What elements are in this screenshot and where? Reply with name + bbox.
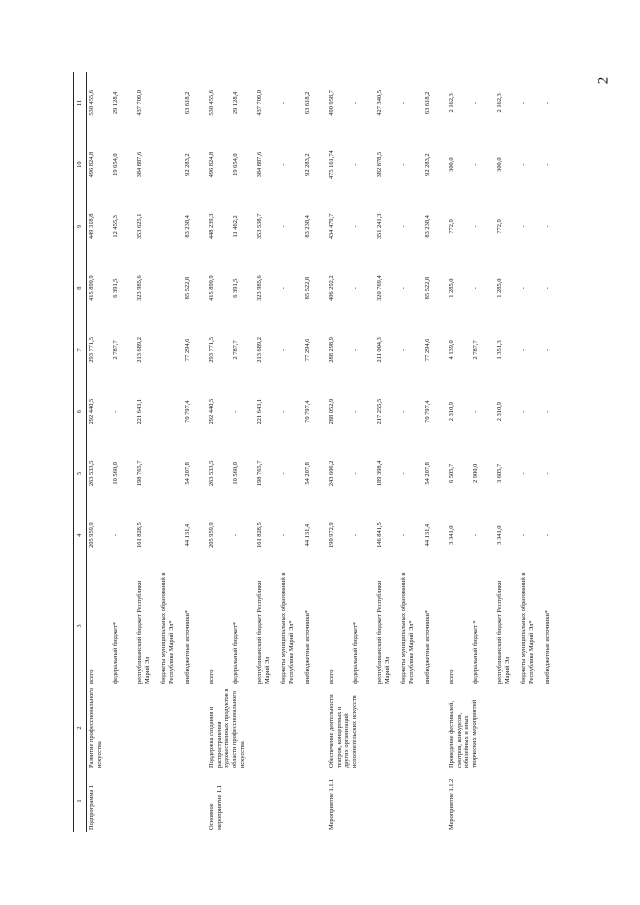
amount-cell: 496 824,8 (88, 151, 95, 178)
amount-cell: 320 769,4 (376, 275, 383, 301)
amount-cell: - (400, 534, 407, 537)
amount-cell: - (280, 101, 287, 104)
amount-cell: - (232, 534, 239, 537)
amount-cell: 772,9 (496, 219, 503, 234)
amount-cell: 292 440,5 (208, 398, 215, 425)
amount-cell: - (544, 287, 551, 290)
table-body (87, 72, 568, 832)
amount-cell: 189 398,4 (376, 460, 383, 487)
amount-cell (159, 196, 183, 258)
amount-cell: - (280, 410, 287, 413)
amount-cell: 406 292,2 (328, 275, 335, 301)
amount-cell: 77 294,6 (424, 338, 431, 362)
amount-cell: 44 131,4 (304, 523, 311, 547)
amount-cell: - (400, 225, 407, 228)
header-cell: 9 (74, 196, 87, 258)
amount-cell: - (112, 410, 119, 413)
amount-cell: 384 887,6 (136, 151, 143, 178)
program-name: Развитие профессионального искусства (88, 688, 103, 768)
amount-cell: 44 131,4 (424, 523, 431, 547)
header-cell: 11 (74, 72, 87, 134)
amount-cell: 293 771,5 (88, 337, 95, 363)
header-cell: 4 (74, 504, 87, 566)
funding-source: бюджеты муниципальных образований в Республике Марий Эл* (280, 572, 295, 684)
program-name: Проведение фестивалей, смотров, конкурсов, юбилейных и иных творческих мероприятий (448, 699, 479, 768)
amount-cell: - (472, 225, 479, 228)
amount-cell: 6 505,7 (448, 463, 455, 483)
amount-cell: - (520, 534, 527, 537)
header-cell: 10 (74, 134, 87, 196)
funding-source: внебюджетные источники* (424, 609, 431, 684)
header-cell: 2 (74, 686, 87, 770)
page-number: 2 (595, 76, 612, 85)
amount-cell: 198 765,7 (136, 460, 143, 487)
amount-cell (159, 319, 183, 381)
funding-source: федеральный бюджет* (352, 621, 359, 684)
amount-cell: 382 878,5 (376, 151, 383, 178)
header-cell: 8 (74, 257, 87, 319)
amount-cell: 4 139,0 (448, 340, 455, 360)
amount-cell: 146 841,5 (376, 522, 383, 548)
amount-cell: - (352, 163, 359, 166)
amount-cell: - (400, 348, 407, 351)
amount-cell: 205 959,9 (88, 522, 95, 548)
program-code: Мероприятие 1.1.1 (328, 778, 335, 830)
amount-cell: 85 522,8 (184, 276, 191, 300)
amount-cell: - (352, 410, 359, 413)
amount-cell: 63 618,2 (184, 91, 191, 115)
amount-cell: - (520, 287, 527, 290)
amount-cell: 772,9 (448, 219, 455, 234)
amount-cell: 83 238,4 (424, 215, 431, 238)
funding-source: бюджеты муниципальных образований в Республике Марий Эл* (160, 572, 175, 684)
amount-cell: 434 479,7 (328, 213, 335, 240)
amount-cell: - (472, 534, 479, 537)
header-cell: 5 (74, 443, 87, 505)
amount-cell: 415 899,9 (208, 275, 215, 301)
funding-source: всего (328, 669, 335, 684)
amount-cell: 54 207,8 (424, 462, 431, 485)
amount-cell: 351 241,3 (376, 213, 383, 240)
funding-source: республиканский бюджет Республики Марий Эл (376, 580, 391, 684)
amount-cell: - (352, 225, 359, 228)
amount-cell: - (232, 410, 239, 413)
amount-cell: - (280, 163, 287, 166)
amount-cell: 70 797,4 (304, 400, 311, 423)
amount-cell: 288 052,9 (328, 398, 335, 425)
amount-cell: - (400, 101, 407, 104)
funding-source: внебюджетные источники* (544, 609, 551, 684)
funding-source: бюджеты муниципальных образований в Республике Марий Эл* (400, 572, 415, 684)
header-cell: 1 (74, 770, 87, 832)
amount-cell: 54 207,8 (184, 462, 191, 485)
program-name: Обеспечение деятельности театров, концертных и других организаций исполнительских искусств (328, 694, 359, 768)
amount-cell (159, 443, 183, 505)
amount-cell: 11 462,2 (232, 215, 239, 238)
amount-cell: 415 899,9 (88, 275, 95, 301)
amount-cell: 384 887,6 (256, 151, 263, 178)
amount-cell: - (280, 348, 287, 351)
amount-cell: - (544, 534, 551, 537)
amount-cell: 198 765,7 (256, 460, 263, 487)
amount-cell: 92 283,2 (424, 153, 431, 176)
amount-cell: 83 238,4 (184, 215, 191, 238)
amount-cell: 6 391,5 (112, 278, 119, 298)
program-code: Основное мероприятие 1.1 (208, 785, 223, 830)
amount-cell: 54 207,8 (304, 462, 311, 485)
amount-cell: 221 643,1 (256, 398, 263, 425)
amount-cell: 243 606,2 (328, 460, 335, 487)
amount-cell (159, 72, 183, 134)
amount-cell: 448 239,3 (208, 213, 215, 240)
amount-cell (159, 134, 183, 196)
amount-cell: 19 654,0 (232, 153, 239, 176)
amount-cell: 1 285,0 (496, 278, 503, 298)
amount-cell: 437 709,0 (256, 90, 263, 116)
amount-cell: 1 351,3 (496, 340, 503, 360)
amount-cell: 29 128,4 (112, 91, 119, 115)
amount-cell: 211 004,3 (376, 337, 383, 363)
amount-cell: 205 959,9 (208, 522, 215, 548)
amount-cell: 10 560,0 (232, 462, 239, 485)
amount-cell: - (400, 410, 407, 413)
amount-cell: 2 310,9 (496, 402, 503, 422)
amount-cell: 161 828,5 (136, 522, 143, 548)
amount-cell: 70 797,4 (424, 400, 431, 423)
amount-cell: 85 522,8 (424, 276, 431, 300)
amount-cell: 2 900,0 (472, 463, 479, 483)
amount-cell: 10 560,0 (112, 462, 119, 485)
amount-cell: 3 341,0 (448, 525, 455, 545)
amount-cell: 12 455,3 (112, 215, 119, 238)
amount-cell: 300,0 (496, 157, 503, 172)
amount-cell: 293 771,5 (208, 337, 215, 363)
amount-cell: - (520, 348, 527, 351)
amount-cell: - (280, 287, 287, 290)
amount-cell: 77 294,6 (304, 338, 311, 362)
amount-cell: - (112, 534, 119, 537)
header-cell: 3 (74, 566, 87, 686)
header-cell: 7 (74, 319, 87, 381)
amount-cell: 2 787,7 (472, 340, 479, 360)
amount-cell: 263 533,5 (208, 460, 215, 487)
amount-cell: 221 643,1 (136, 398, 143, 425)
funding-source: федеральный бюджет* (232, 621, 239, 684)
amount-cell: - (400, 472, 407, 475)
amount-cell: 92 283,2 (184, 153, 191, 176)
amount-cell: 161 828,5 (256, 522, 263, 548)
amount-cell: 530 455,6 (208, 90, 215, 116)
budget-table (73, 72, 567, 832)
amount-cell: 2 787,7 (232, 340, 239, 360)
amount-cell: - (520, 472, 527, 475)
funding-source: республиканский бюджет Республики Марий Эл (496, 580, 511, 684)
amount-cell: 490 958,7 (328, 90, 335, 116)
funding-source: федеральный бюджет * (472, 620, 479, 684)
amount-cell: - (520, 410, 527, 413)
amount-cell: - (352, 348, 359, 351)
amount-cell: 263 533,5 (88, 460, 95, 487)
amount-cell: 323 985,6 (136, 275, 143, 301)
amount-cell: 92 283,2 (304, 153, 311, 176)
amount-cell: - (352, 101, 359, 104)
amount-cell: 300,0 (448, 157, 455, 172)
amount-cell: - (280, 225, 287, 228)
amount-cell: 77 294,6 (184, 338, 191, 362)
amount-cell: 213 689,2 (136, 337, 143, 363)
amount-cell: 44 131,4 (184, 523, 191, 547)
funding-source: бюджеты муниципальных образований в Республике Марий Эл* (520, 572, 535, 684)
amount-cell: 353 538,7 (256, 213, 263, 240)
amount-cell: 496 824,8 (208, 151, 215, 178)
funding-source: федеральный бюджет* (112, 621, 119, 684)
amount-cell: - (280, 472, 287, 475)
amount-cell: - (352, 534, 359, 537)
amount-cell: 6 391,5 (232, 278, 239, 298)
funding-source: республиканский бюджет Республики Марий Эл (256, 580, 271, 684)
amount-cell: - (352, 472, 359, 475)
funding-source: всего (208, 669, 215, 684)
funding-source: республиканский бюджет Республики Марий Эл (136, 580, 151, 684)
amount-cell: 213 689,2 (256, 337, 263, 363)
amount-cell: 70 797,4 (184, 400, 191, 423)
table-row (327, 72, 351, 832)
amount-cell (159, 504, 183, 566)
amount-cell: 85 522,8 (304, 276, 311, 300)
funding-source: всего (88, 669, 95, 684)
amount-cell: 323 985,6 (256, 275, 263, 301)
funding-source: всего (448, 669, 455, 684)
amount-cell: - (520, 225, 527, 228)
program-code: Подпрограмма 1 (88, 784, 95, 830)
amount-cell: - (472, 410, 479, 413)
amount-cell: - (544, 472, 551, 475)
table-row (87, 72, 112, 832)
amount-cell: - (544, 225, 551, 228)
program-name: Поддержка создания и распространения художественных продуктов в области профессионального искусства (208, 688, 246, 768)
amount-cell: - (544, 163, 551, 166)
amount-cell: 2 162,3 (448, 93, 455, 113)
amount-cell: - (520, 163, 527, 166)
amount-cell: 437 709,0 (136, 90, 143, 116)
rotated-table-wrapper (73, 72, 551, 832)
amount-cell: - (400, 163, 407, 166)
amount-cell: - (520, 101, 527, 104)
header-cell: 6 (74, 381, 87, 443)
amount-cell: - (280, 534, 287, 537)
program-code: Мероприятие 1.1.2 (448, 778, 455, 830)
amount-cell: - (472, 163, 479, 166)
amount-cell: - (472, 287, 479, 290)
amount-cell: 63 618,2 (304, 91, 311, 115)
amount-cell: 1 285,0 (448, 278, 455, 298)
amount-cell: 530 455,6 (88, 90, 95, 116)
amount-cell: 353 625,1 (136, 213, 143, 240)
amount-cell: 29 128,4 (232, 91, 239, 115)
amount-cell: 2 787,7 (112, 340, 119, 360)
amount-cell: 63 618,2 (424, 91, 431, 115)
funding-source: внебюджетные источники* (184, 609, 191, 684)
table-row (207, 72, 231, 832)
amount-cell: 2 310,9 (448, 402, 455, 422)
amount-cell: - (544, 348, 551, 351)
amount-cell (159, 257, 183, 319)
table-row (447, 72, 471, 832)
amount-cell: 427 340,5 (376, 90, 383, 116)
amount-cell: 3 605,7 (496, 463, 503, 483)
amount-cell: 3 341,0 (496, 525, 503, 545)
amount-cell: - (544, 410, 551, 413)
header-row (74, 72, 87, 832)
amount-cell: - (472, 101, 479, 104)
amount-cell: 288 298,9 (328, 337, 335, 363)
amount-cell: 190 972,9 (328, 522, 335, 548)
amount-cell: 475 161,74 (328, 150, 335, 180)
amount-cell: 19 654,0 (112, 153, 119, 176)
amount-cell: - (544, 101, 551, 104)
amount-cell: 217 255,5 (376, 398, 383, 425)
amount-cell: 83 238,4 (304, 215, 311, 238)
amount-cell: - (400, 287, 407, 290)
amount-cell (159, 381, 183, 443)
amount-cell: 449 318,8 (88, 213, 95, 240)
funding-source: внебюджетные источники* (304, 609, 311, 684)
amount-cell: 292 440,5 (88, 398, 95, 425)
amount-cell: 2 162,3 (496, 93, 503, 113)
amount-cell: - (352, 287, 359, 290)
